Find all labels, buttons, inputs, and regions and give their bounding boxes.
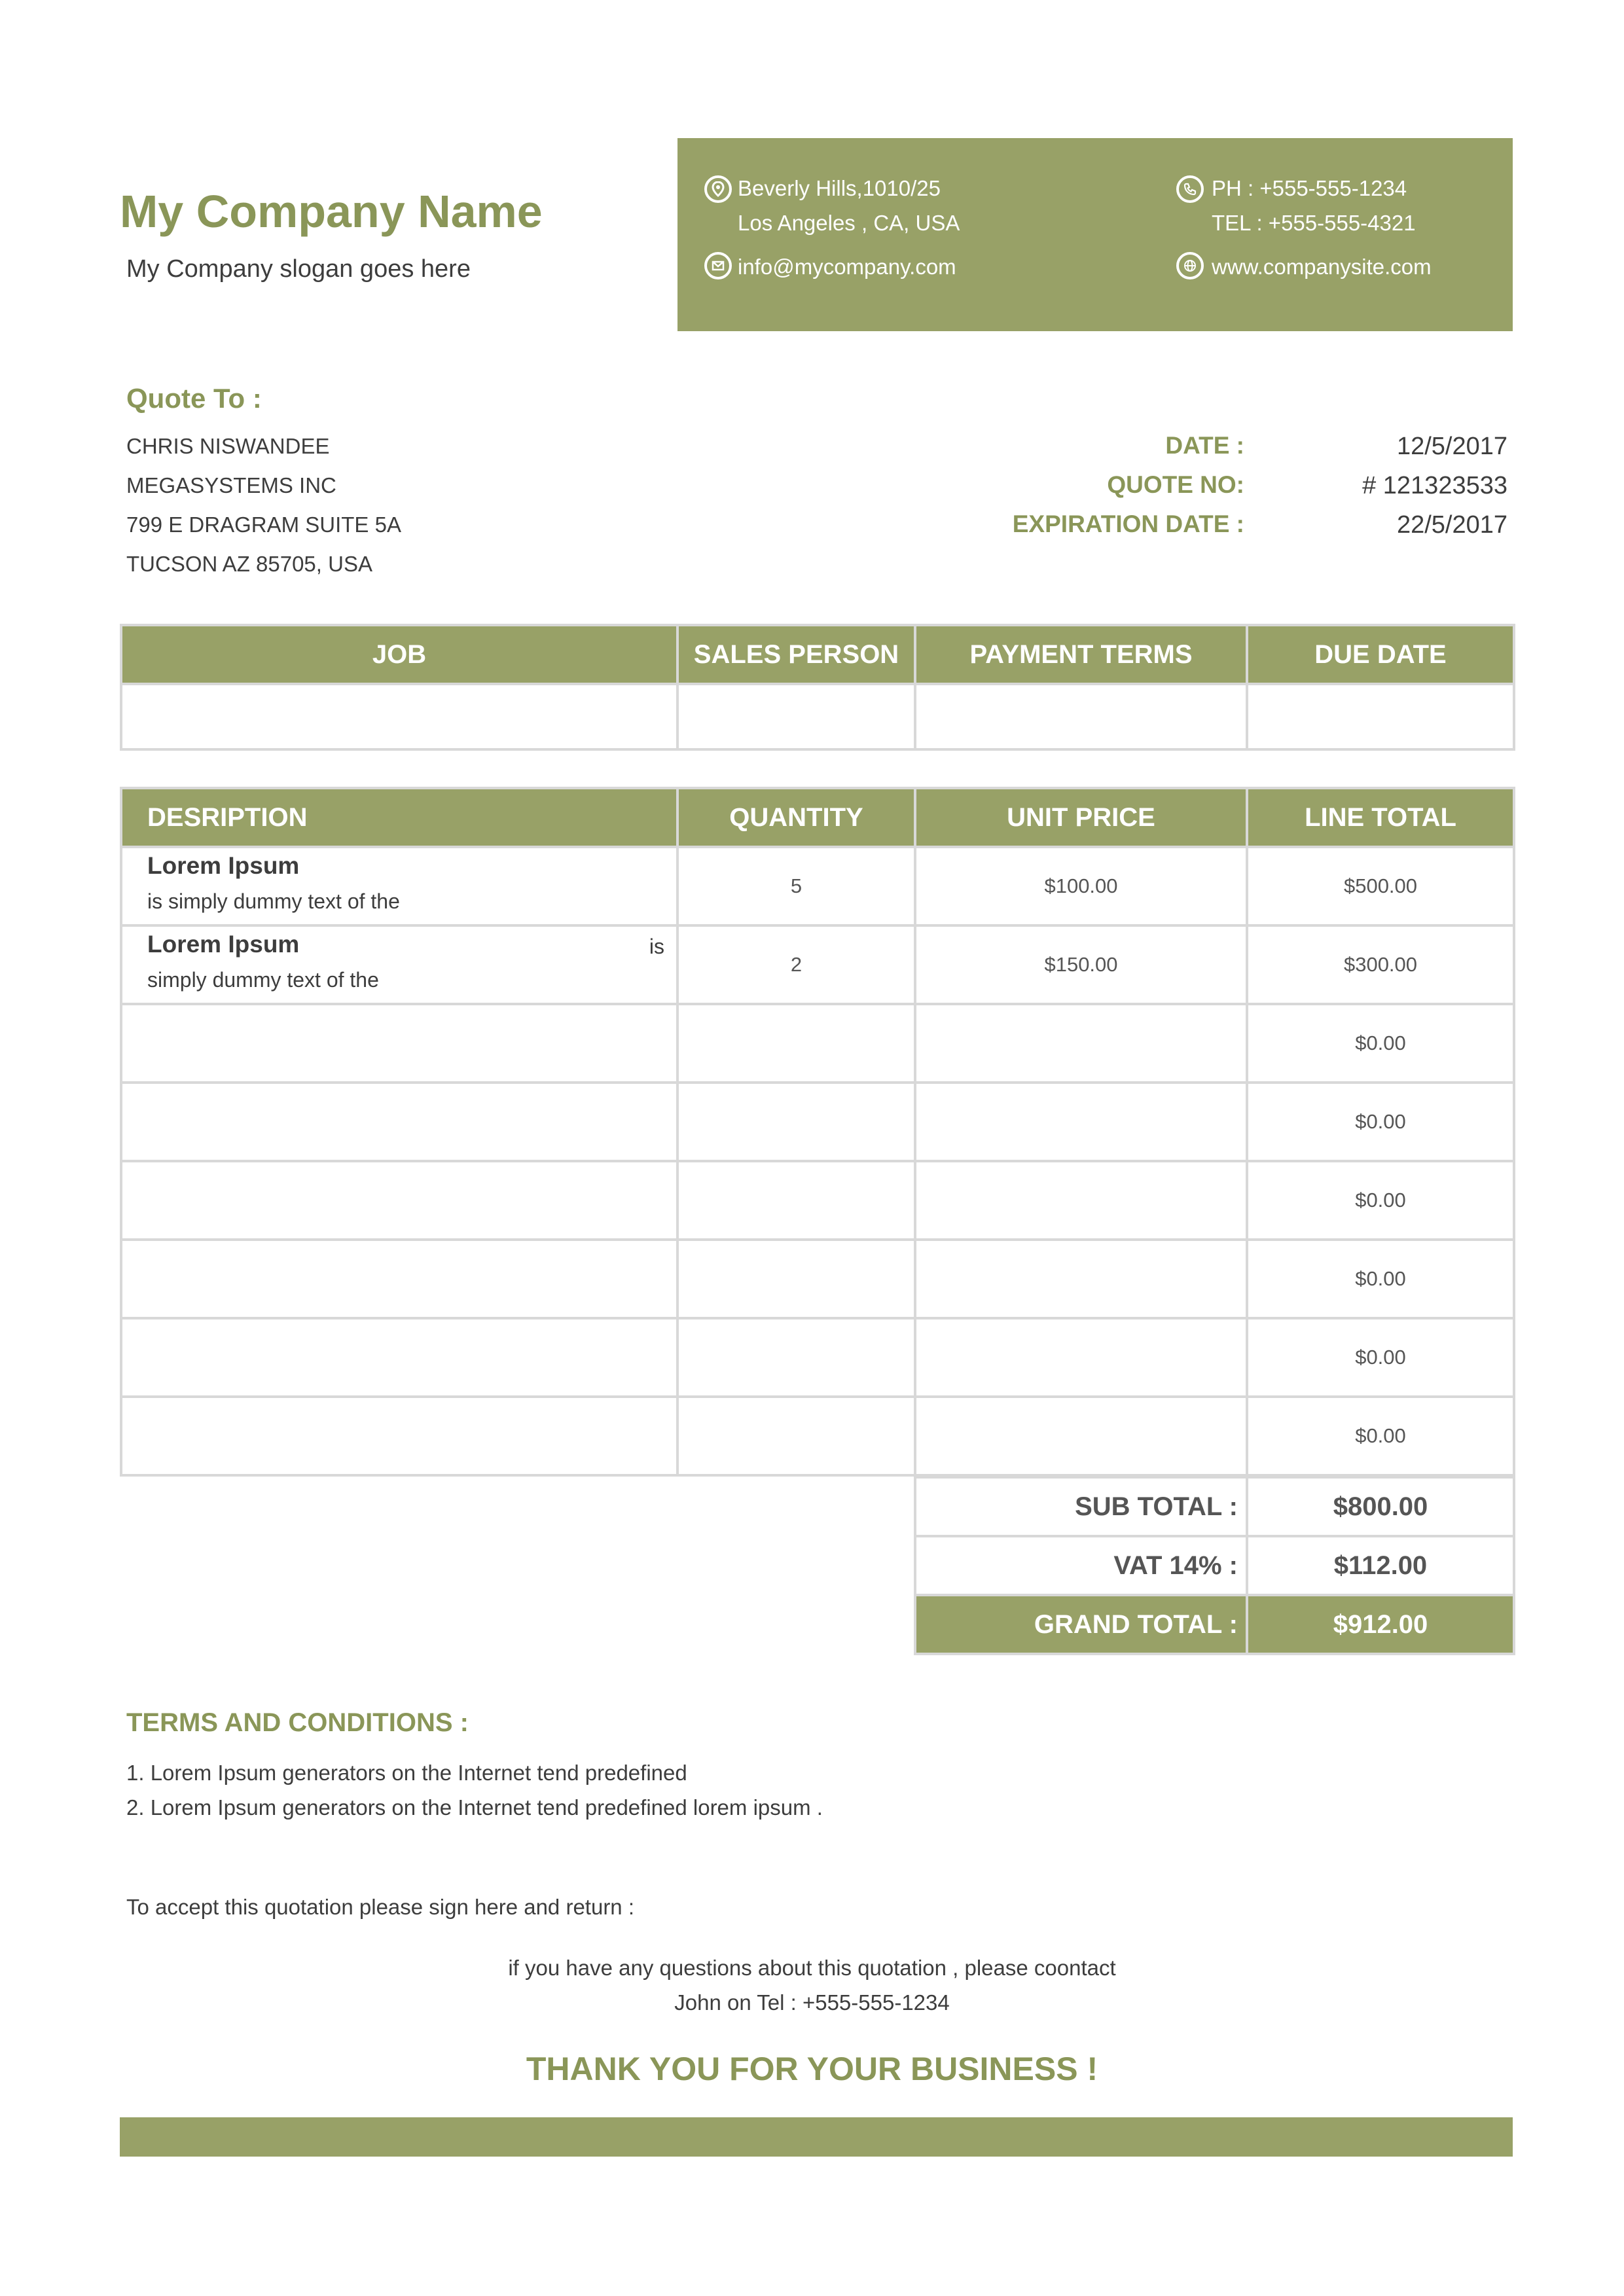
description-cell[interactable] xyxy=(121,1318,677,1397)
table-row xyxy=(121,1318,1514,1397)
unit-price-header: UNIT PRICE xyxy=(915,788,1247,847)
grand-total-row xyxy=(915,1595,1514,1654)
client-company: MEGASYSTEMS INC xyxy=(126,473,336,497)
location-pin-icon xyxy=(704,175,732,203)
vat-label: VAT 14% : xyxy=(915,1536,1247,1595)
expiration-date-label: EXPIRATION DATE : xyxy=(1012,511,1244,537)
table-row xyxy=(121,1240,1514,1318)
job-header: JOB xyxy=(121,625,677,684)
due-date-header: DUE DATE xyxy=(1247,625,1514,684)
line-total-cell: $0.00 xyxy=(1247,1083,1514,1161)
client-street: 799 E DRAGRAM SUITE 5A xyxy=(126,512,401,537)
description-cell[interactable] xyxy=(121,1161,677,1240)
vat-row xyxy=(915,1536,1514,1595)
subtotal-label: SUB TOTAL : xyxy=(915,1477,1247,1536)
unit-price-cell[interactable] xyxy=(915,1240,1247,1318)
thank-you-message: THANK YOU FOR YOUR BUSINESS ! xyxy=(526,2051,1098,2087)
quote-no-label: QUOTE NO: xyxy=(1107,471,1244,498)
quantity-cell[interactable] xyxy=(677,1083,915,1161)
quantity-header: QUANTITY xyxy=(677,788,915,847)
item-subtitle: is simply dummy text of the xyxy=(147,889,400,913)
term-item: 2. Lorem Ipsum generators on the Internet tend predefined lorem ipsum . xyxy=(126,1795,823,1820)
table-row xyxy=(121,925,1514,1004)
quantity-cell[interactable] xyxy=(677,1004,915,1083)
quote-no-value: # 121323533 xyxy=(1362,472,1507,499)
unit-price-cell[interactable] xyxy=(915,1397,1247,1475)
sales-person-header: SALES PERSON xyxy=(677,625,915,684)
company-name: My Company Name xyxy=(120,186,543,237)
terms-title: TERMS AND CONDITIONS : xyxy=(126,1708,469,1737)
quantity-cell[interactable] xyxy=(677,1240,915,1318)
unit-price-cell[interactable] xyxy=(915,1083,1247,1161)
job-table-row xyxy=(121,684,1514,749)
description-cell[interactable] xyxy=(121,1397,677,1475)
date-label: DATE : xyxy=(1165,432,1244,459)
quantity-cell[interactable] xyxy=(677,1318,915,1397)
description-cell[interactable] xyxy=(121,847,677,925)
item-title: Lorem Ipsum xyxy=(147,931,300,958)
grand-total-value: $912.00 xyxy=(1247,1595,1514,1654)
line-total-cell: $0.00 xyxy=(1247,1397,1514,1475)
job-cell[interactable] xyxy=(121,684,677,749)
line-total-cell: $500.00 xyxy=(1247,847,1514,925)
client-city: TUCSON AZ 85705, USA xyxy=(126,552,372,576)
sales-person-cell[interactable] xyxy=(677,684,915,749)
line-total-cell: $0.00 xyxy=(1247,1161,1514,1240)
phone-text: PH : +555-555-1234 xyxy=(1212,176,1407,200)
client-name: CHRIS NISWANDEE xyxy=(126,434,330,458)
email-icon xyxy=(704,252,732,279)
description-cell[interactable] xyxy=(121,925,677,1004)
quantity-cell[interactable]: 5 xyxy=(677,847,915,925)
phone-icon xyxy=(1176,175,1204,203)
date-value: 12/5/2017 xyxy=(1396,433,1507,460)
unit-price-cell[interactable] xyxy=(915,1318,1247,1397)
table-row xyxy=(121,1083,1514,1161)
quantity-cell[interactable] xyxy=(677,1397,915,1475)
address-line2: Los Angeles , CA, USA xyxy=(738,211,960,235)
payment-terms-cell[interactable] xyxy=(915,684,1247,749)
item-title: Lorem Ipsum xyxy=(147,852,300,879)
subtotal-value: $800.00 xyxy=(1247,1477,1514,1536)
table-row xyxy=(121,847,1514,925)
questions-line2: John on Tel : +555-555-1234 xyxy=(674,1990,950,2015)
table-row xyxy=(121,1397,1514,1475)
globe-icon xyxy=(1176,252,1204,279)
line-total-cell: $0.00 xyxy=(1247,1004,1514,1083)
unit-price-cell[interactable]: $150.00 xyxy=(915,925,1247,1004)
bottom-bar xyxy=(120,2117,1513,2157)
quantity-cell[interactable] xyxy=(677,1161,915,1240)
vat-value: $112.00 xyxy=(1247,1536,1514,1595)
items-table xyxy=(120,787,1515,1477)
table-row xyxy=(121,1161,1514,1240)
items-table-header xyxy=(121,788,1514,847)
company-slogan: My Company slogan goes here xyxy=(126,255,471,283)
item-title-suffix: is xyxy=(649,935,664,958)
line-total-cell: $0.00 xyxy=(1247,1240,1514,1318)
item-subtitle: simply dummy text of the xyxy=(147,968,379,992)
term-item: 1. Lorem Ipsum generators on the Internet tend predefined xyxy=(126,1761,687,1785)
quantity-cell[interactable]: 2 xyxy=(677,925,915,1004)
email-text: info@mycompany.com xyxy=(738,255,956,279)
tel-text: TEL : +555-555-4321 xyxy=(1212,211,1416,235)
totals-table xyxy=(914,1476,1515,1655)
questions-line1: if you have any questions about this quotation , please coontact xyxy=(508,1956,1116,1980)
job-table-header xyxy=(121,625,1514,684)
table-row xyxy=(121,1004,1514,1083)
website-text: www.companysite.com xyxy=(1212,255,1432,279)
line-total-header: LINE TOTAL xyxy=(1247,788,1514,847)
payment-terms-header: PAYMENT TERMS xyxy=(915,625,1247,684)
description-cell[interactable] xyxy=(121,1004,677,1083)
line-total-cell: $300.00 xyxy=(1247,925,1514,1004)
description-cell[interactable] xyxy=(121,1083,677,1161)
accept-instruction: To accept this quotation please sign here and return : xyxy=(126,1895,634,1919)
unit-price-cell[interactable] xyxy=(915,1004,1247,1083)
address-line1: Beverly Hills,1010/25 xyxy=(738,176,941,200)
grand-total-label: GRAND TOTAL : xyxy=(915,1595,1247,1654)
due-date-cell[interactable] xyxy=(1247,684,1514,749)
job-table xyxy=(120,624,1515,751)
description-header: DESRIPTION xyxy=(121,788,677,847)
unit-price-cell[interactable]: $100.00 xyxy=(915,847,1247,925)
description-cell[interactable] xyxy=(121,1240,677,1318)
unit-price-cell[interactable] xyxy=(915,1161,1247,1240)
expiration-date-value: 22/5/2017 xyxy=(1396,511,1507,539)
subtotal-row xyxy=(915,1477,1514,1536)
contact-box xyxy=(677,138,1513,331)
quote-to-label: Quote To : xyxy=(126,383,262,414)
line-total-cell: $0.00 xyxy=(1247,1318,1514,1397)
